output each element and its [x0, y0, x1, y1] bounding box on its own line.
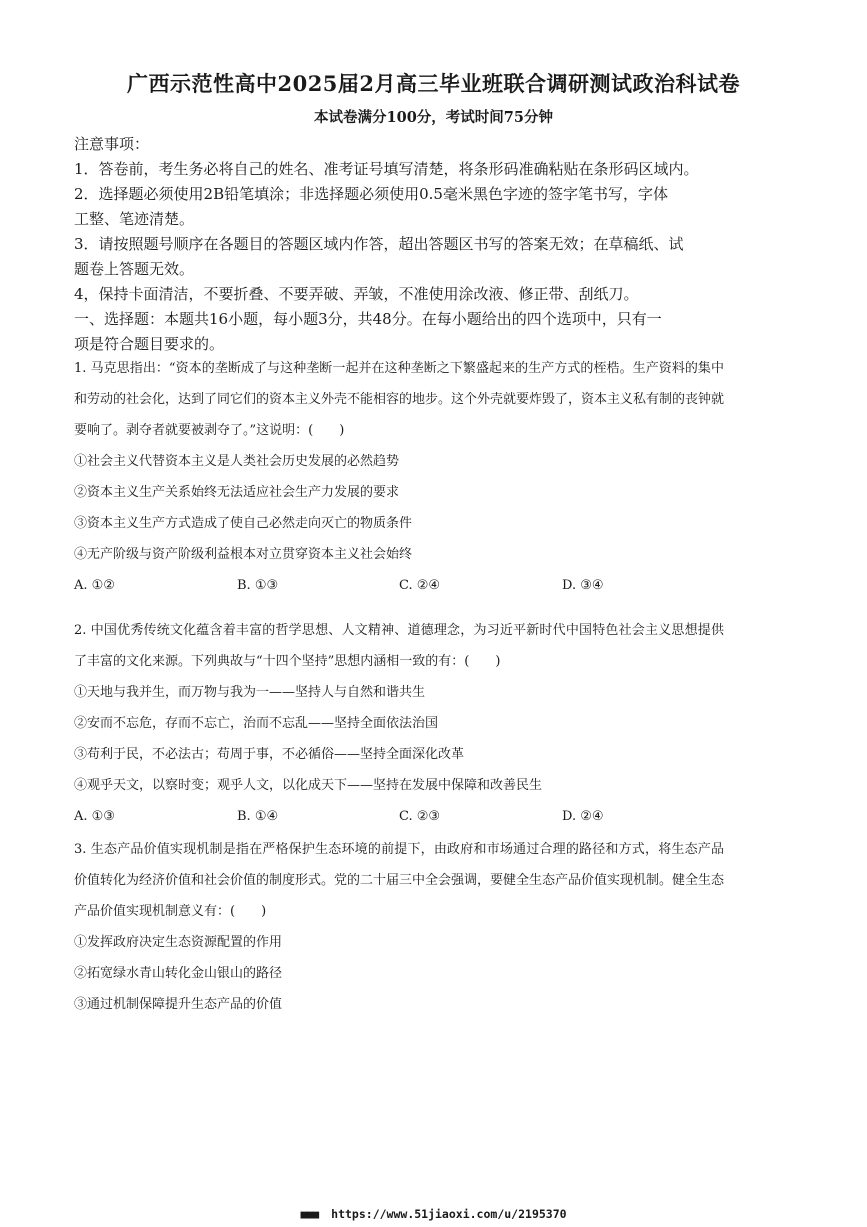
choice-b: B. ①③ [237, 578, 279, 593]
choice-a: A. ①② [74, 578, 115, 593]
choice-c: C. ②④ [399, 578, 441, 593]
choice-a: A. ①③ [74, 809, 115, 824]
section-instruction: 一、选择题：本题共16小题，每小题3分，共48分。在每小题给出的四个选项中，只有一 [74, 310, 662, 328]
page-footer [0, 1207, 867, 1221]
source-url-link[interactable]: https://www.51jiaoxi.com/u/2195370 [331, 1207, 567, 1221]
choice-c: C. ②③ [399, 809, 441, 824]
answer-choices [74, 570, 724, 601]
notice-section [74, 132, 734, 357]
statement-option: ②安而不忘危，存而不忘亡，治而不忘乱——坚持全面依法治国 [74, 716, 439, 731]
choice-d: D. ②④ [562, 809, 604, 824]
statement-option: ③通过机制保障提升生态产品的价值 [74, 997, 283, 1012]
answer-choices [74, 801, 724, 832]
notice-line: 工整、笔迹清楚。 [74, 210, 195, 228]
question-1 [74, 353, 724, 601]
choice-b: B. ①④ [237, 809, 279, 824]
notice-line: 3．请按照题号顺序在各题目的答题区域内作答，超出答题区书写的答案无效；在草稿纸、试 [74, 235, 684, 253]
section-instruction: 项是符合题目要求的。 [74, 335, 225, 353]
question-2 [74, 615, 724, 832]
statement-option: ①社会主义代替资本主义是人类社会历史发展的必然趋势 [74, 454, 400, 469]
statement-option: ②资本主义生产关系始终无法适应社会生产力发展的要求 [74, 485, 400, 500]
exam-info: 本试卷满分100分，考试时间75分钟 [314, 109, 553, 126]
statement-option: ③资本主义生产方式造成了使自己必然走向灭亡的物质条件 [74, 516, 413, 531]
watermark-mark: ■■■ [300, 1207, 319, 1221]
statement-option: ④观乎天文，以察时变；观乎人文，以化成天下——坚持在发展中保障和改善民生 [74, 778, 543, 793]
notice-line: 1．答卷前，考生务必将自己的姓名、准考证号填写清楚，将条形码准确粘贴在条形码区域内。 [74, 160, 699, 178]
question-stem: 3. 生态产品价值实现机制是指在严格保护生态环境的前提下，由政府和市场通过合理的路径和方式，将生态产品价值转化为经济价值和社会价值的制度形式。党的二十届三中全会强调，要健全生态产品价值实现机制。健全生态产品价值实现机制意义有：( ) [74, 842, 725, 919]
question-stem: 1. 马克思指出：“资本的垄断成了与这种垄断一起并在这种垄断之下繁盛起来的生产方式的桎梏。生产资料的集中和劳动的社会化，达到了同它们的资本主义外壳不能相容的地步。这个外壳就要炸毁了，资本主义私有制的丧钟就要响了。剥夺者就要被剥夺了。”这说明：( ) [74, 361, 725, 438]
notice-heading: 注意事项： [74, 135, 150, 153]
statement-option: ④无产阶级与资产阶级利益根本对立贯穿资本主义社会始终 [74, 547, 413, 562]
notice-line: 2．选择题必须使用2B铅笔填涂；非选择题必须使用0.5毫米黑色字迹的签字笔书写，字体 [74, 185, 668, 203]
page-title: 广西示范性高中2025届2月高三毕业班联合调研测试政治科试卷 [126, 71, 741, 96]
statement-option: ①发挥政府决定生态资源配置的作用 [74, 935, 283, 950]
statement-option: ②拓宽绿水青山转化金山银山的路径 [74, 966, 283, 981]
choice-d: D. ③④ [562, 578, 604, 593]
question-stem: 2. 中国优秀传统文化蕴含着丰富的哲学思想、人文精神、道德理念，为习近平新时代中国特色社会主义思想提供了丰富的文化来源。下列典故与“十四个坚持”思想内涵相一致的有：( ) [74, 623, 724, 669]
statement-option: ③苟利于民，不必法古；苟周于事，不必循俗——坚持全面深化改革 [74, 747, 465, 762]
notice-line: 4，保持卡面清洁，不要折叠、不要弄破、弄皱，不准使用涂改液、修正带、刮纸刀。 [74, 285, 639, 303]
question-3 [74, 834, 724, 1020]
notice-line: 题卷上答题无效。 [74, 260, 195, 278]
statement-option: ①天地与我并生，而万物与我为一——坚持人与自然和谐共生 [74, 685, 426, 700]
